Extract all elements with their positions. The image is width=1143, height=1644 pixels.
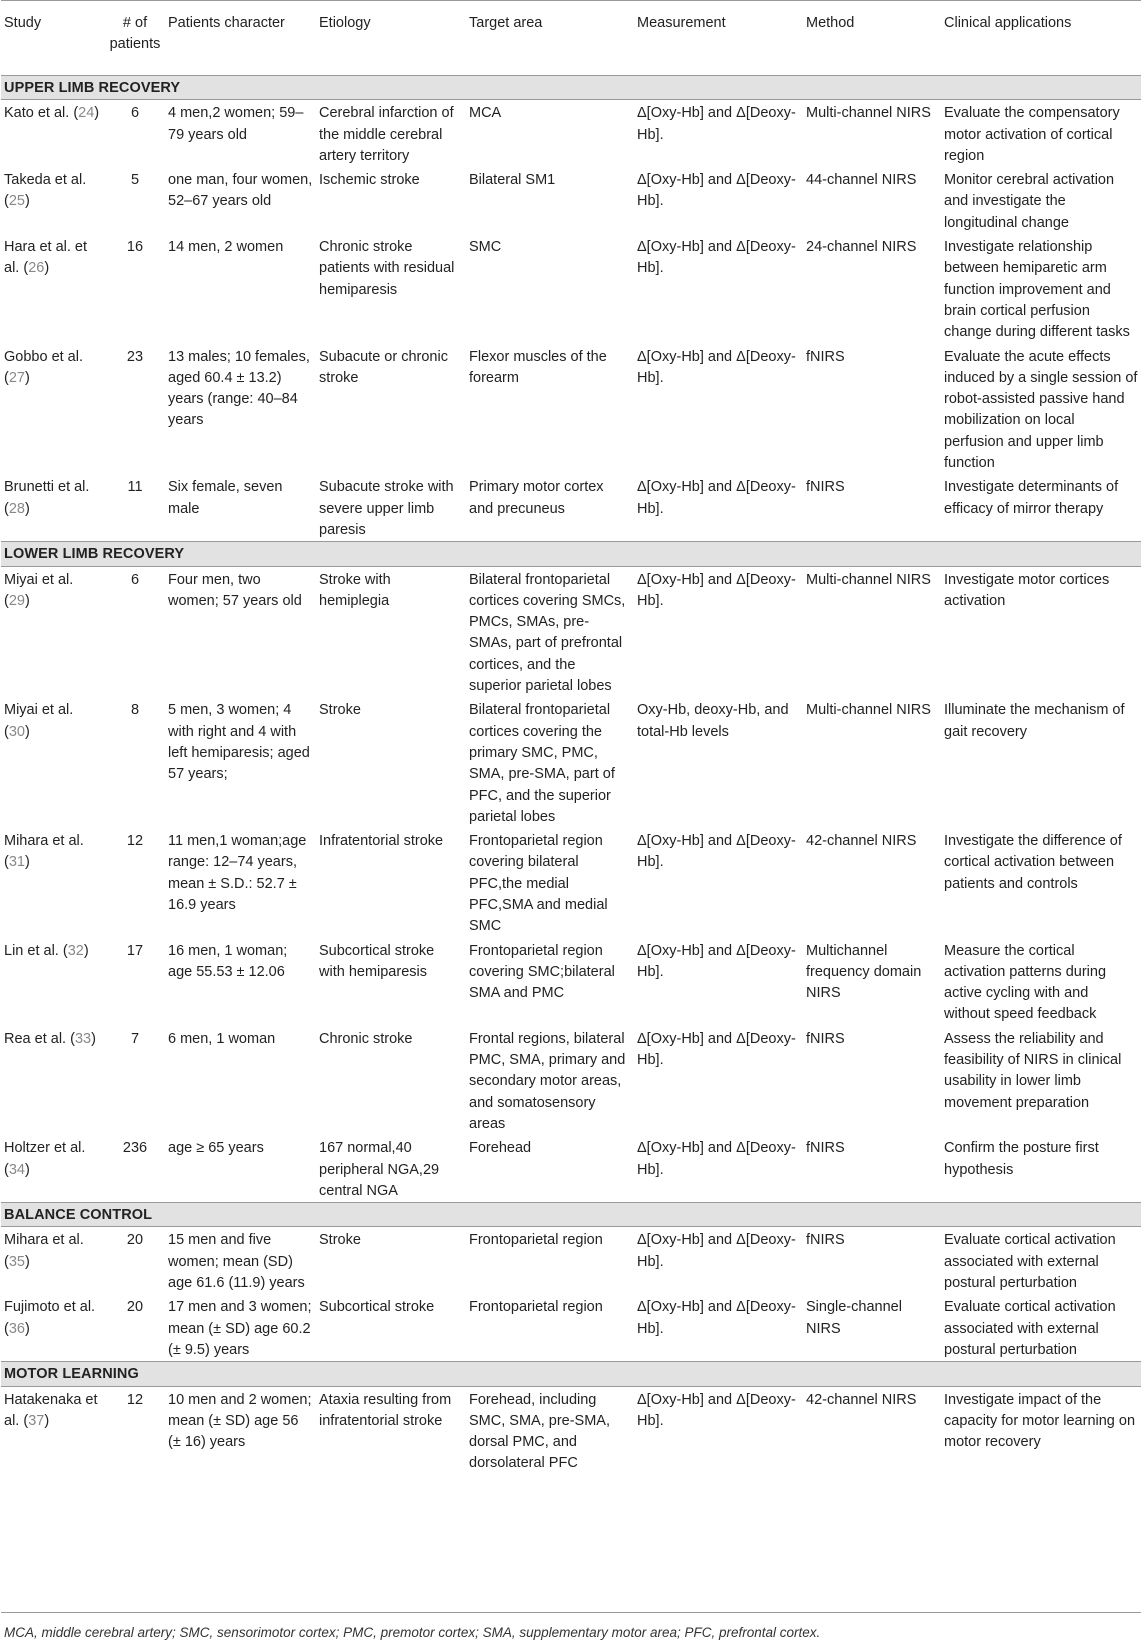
- etiology-cell: Subacute stroke with severe upper limb paresis: [319, 479, 454, 538]
- etiology-cell: Stroke with hemiplegia: [319, 571, 391, 609]
- table-row: [1, 1026, 1141, 1135]
- study-name: Gobbo et al.: [4, 348, 83, 365]
- measurement-cell: Δ[Oxy-Hb] and Δ[Deoxy-Hb].: [637, 172, 796, 210]
- etiology-cell: Subcortical stroke: [319, 1299, 435, 1316]
- target-area-cell: Forehead: [469, 1140, 532, 1157]
- measurement-cell: Oxy-Hb, deoxy-Hb, and total-Hb levels: [637, 702, 789, 740]
- patients-character-cell: 4 men,2 women; 59–79 years old: [168, 105, 304, 143]
- patients-character-cell: age ≥ 65 years: [168, 1140, 264, 1157]
- study-name: Lin et al.: [4, 942, 59, 959]
- table-row: [1, 1294, 1141, 1361]
- patient-count-cell: 236: [122, 1140, 148, 1157]
- study-name: Hara et al. et al.: [4, 239, 88, 277]
- method-cell: Single-channel NIRS: [806, 1299, 902, 1337]
- clinical-applications-cell: Investigate motor cortices activation: [944, 571, 1110, 609]
- patient-count-cell: 20: [126, 1232, 144, 1249]
- table-footnote: MCA, middle cerebral artery; SMC, sensorimotor cortex; PMC, premotor cortex; SMA, supplementary motor area; PFC, prefrontal cortex.: [4, 1625, 821, 1640]
- patient-count-cell: 16: [126, 239, 144, 256]
- table-row: [1, 1227, 1141, 1294]
- target-area-cell: Bilateral frontoparietal cortices covering SMCs, PMCs, SMAs, pre-SMAs, part of prefrontal cortices, and the superior parietal lobes: [469, 571, 626, 695]
- target-area-cell: Flexor muscles of the forearm: [469, 348, 607, 386]
- measurement-cell: Δ[Oxy-Hb] and Δ[Deoxy-Hb].: [637, 571, 796, 609]
- reference-link[interactable]: 30: [8, 723, 25, 740]
- etiology-cell: Stroke: [319, 1232, 361, 1249]
- patient-count-cell: 11: [127, 479, 143, 496]
- patients-character-cell: 10 men and 2 women; mean (± SD) age 56 (± 16) years: [168, 1391, 312, 1451]
- etiology-cell: Cerebral infarction of the middle cerebral artery territory: [319, 105, 454, 164]
- patient-count-cell: 12: [126, 1391, 144, 1408]
- section-title: LOWER LIMB RECOVERY: [1, 542, 1141, 566]
- study-name: Takeda et al.: [4, 172, 87, 189]
- clinical-applications-cell: Confirm the posture first hypothesis: [944, 1140, 1099, 1178]
- method-cell: 42-channel NIRS: [806, 833, 917, 850]
- reference-link[interactable]: 25: [8, 193, 25, 210]
- measurement-cell: Δ[Oxy-Hb] and Δ[Deoxy-Hb].: [637, 1030, 796, 1069]
- method-cell: fNIRS: [806, 1232, 845, 1249]
- etiology-cell: Ataxia resulting from infratentorial stroke: [319, 1391, 452, 1429]
- clinical-applications-cell: Evaluate the acute effects induced by a single session of robot-assisted passive hand mobilization on local perfusion and upper limb function: [944, 348, 1138, 472]
- study-name: Rea et al.: [4, 1030, 67, 1047]
- target-area-cell: Frontoparietal region: [469, 1299, 603, 1316]
- study-name: Kato et al.: [4, 105, 70, 122]
- table-row: [1, 167, 1141, 234]
- table-row: [1, 344, 1141, 475]
- measurement-cell: Δ[Oxy-Hb] and Δ[Deoxy-Hb].: [637, 105, 796, 143]
- patients-character-cell: 5 men, 3 women; 4 with right and 4 with left hemiparesis; aged 57 years;: [168, 702, 310, 783]
- table-row: [1, 474, 1141, 541]
- patients-character-cell: 15 men and five women; mean (SD) age 61.6 (11.9) years: [168, 1232, 305, 1292]
- method-cell: fNIRS: [806, 1030, 845, 1047]
- target-area-cell: MCA: [469, 105, 502, 122]
- patient-count-cell: 23: [126, 348, 144, 365]
- study-name: Holtzer et al.: [4, 1140, 86, 1157]
- patient-count-cell: 8: [130, 702, 140, 719]
- method-cell: 24-channel NIRS: [806, 239, 917, 256]
- reference-link[interactable]: 32: [67, 942, 84, 959]
- study-name: Brunetti et al.: [4, 479, 90, 496]
- patient-count-cell: 6: [130, 105, 140, 122]
- patient-count-cell: 5: [130, 172, 140, 189]
- header-method: Method: [803, 1, 941, 76]
- table-row: [1, 828, 1141, 937]
- reference-link[interactable]: 28: [8, 500, 25, 517]
- reference-link[interactable]: 24: [78, 105, 95, 122]
- method-cell: Multi-channel NIRS: [806, 105, 931, 122]
- study-cell: Holtzer et al. (34): [4, 1140, 86, 1178]
- table-row: [1, 1135, 1141, 1202]
- measurement-cell: Δ[Oxy-Hb] and Δ[Deoxy-Hb].: [637, 1391, 796, 1429]
- patients-character-cell: 11 men,1 woman;age range: 12–74 years, mean ± S.D.: 52.7 ± 16.9 years: [168, 833, 307, 913]
- reference-link[interactable]: 33: [74, 1030, 92, 1047]
- clinical-applications-cell: Investigate impact of the capacity for motor learning on motor recovery: [944, 1391, 1136, 1451]
- target-area-cell: Frontal regions, bilateral PMC, SMA, primary and secondary motor areas, and somatosensory areas: [469, 1030, 626, 1132]
- etiology-cell: Subcortical stroke with hemiparesis: [319, 942, 435, 980]
- etiology-cell: Ischemic stroke: [319, 172, 420, 189]
- method-cell: fNIRS: [806, 348, 845, 365]
- measurement-cell: Δ[Oxy-Hb] and Δ[Deoxy-Hb].: [637, 833, 796, 871]
- study-cell: Miyai et al. (30): [4, 702, 74, 740]
- section-title: BALANCE CONTROL: [1, 1203, 1141, 1227]
- measurement-cell: Δ[Oxy-Hb] and Δ[Deoxy-Hb].: [637, 239, 796, 277]
- header-etiology: Etiology: [316, 1, 466, 76]
- target-area-cell: Primary motor cortex and precuneus: [469, 479, 604, 517]
- patients-character-cell: 16 men, 1 woman; age 55.53 ± 12.06: [168, 942, 288, 980]
- clinical-applications-cell: Illuminate the mechanism of gait recovery: [944, 702, 1125, 740]
- etiology-cell: Chronic stroke patients with residual hemiparesis: [319, 239, 455, 298]
- method-cell: Multi-channel NIRS: [806, 702, 931, 719]
- table-row: [1, 938, 1141, 1026]
- clinical-applications-cell: Investigate relationship between hemiparetic arm function improvement and brain cortical perfusion change during different tasks: [944, 239, 1130, 341]
- patient-count-cell: 12: [126, 833, 144, 850]
- studies-table: [1, 0, 1141, 1475]
- clinical-applications-cell: Evaluate the compensatory motor activation of cortical region: [944, 105, 1120, 164]
- method-cell: 42-channel NIRS: [806, 1391, 917, 1408]
- clinical-applications-cell: Evaluate cortical activation associated with external postural perturbation: [944, 1232, 1116, 1292]
- target-area-cell: Bilateral SM1: [469, 172, 556, 189]
- target-area-cell: Bilateral frontoparietal cortices covering the primary SMC, PMC, SMA, pre-SMA, part of PFC, and the superior parietal lobes: [469, 702, 615, 825]
- clinical-applications-cell: Measure the cortical activation patterns during active cycling with and without speed feedback: [944, 942, 1107, 1023]
- header-target-area: Target area: [466, 1, 634, 76]
- study-cell: Mihara et al. (35): [4, 1232, 84, 1270]
- section-title: UPPER LIMB RECOVERY: [1, 76, 1141, 100]
- header-study: Study: [1, 1, 105, 76]
- etiology-cell: Infratentorial stroke: [319, 833, 444, 850]
- patients-character-cell: 6 men, 1 woman: [168, 1030, 276, 1047]
- study-cell: Miyai et al. (29): [4, 571, 74, 609]
- study-cell: Mihara et al. (31): [4, 833, 84, 871]
- reference-link[interactable]: 36: [8, 1320, 25, 1337]
- measurement-cell: Δ[Oxy-Hb] and Δ[Deoxy-Hb].: [637, 1299, 796, 1337]
- patient-count-cell: 7: [130, 1030, 140, 1047]
- method-cell: 44-channel NIRS: [806, 172, 917, 189]
- method-cell: Multichannel frequency domain NIRS: [806, 942, 922, 1002]
- measurement-cell: Δ[Oxy-Hb] and Δ[Deoxy-Hb].: [637, 942, 796, 980]
- reference-link[interactable]: 26: [28, 260, 45, 277]
- study-name: Hatakenaka et al.: [4, 1391, 98, 1429]
- reference-link[interactable]: 27: [8, 369, 25, 386]
- clinical-applications-cell: Evaluate cortical activation associated with external postural perturbation: [944, 1299, 1116, 1358]
- table-row: [1, 566, 1141, 697]
- target-area-cell: Frontoparietal region covering SMC;bilateral SMA and PMC: [469, 942, 615, 1002]
- table-row: [1, 234, 1141, 343]
- method-cell: fNIRS: [806, 1140, 845, 1157]
- patient-count-cell: 6: [130, 571, 140, 588]
- measurement-cell: Δ[Oxy-Hb] and Δ[Deoxy-Hb].: [637, 1232, 796, 1270]
- header-patients-character: Patients character: [165, 1, 316, 76]
- table-header-row: [1, 1, 1141, 76]
- target-area-cell: Frontoparietal region covering bilateral PFC,the medial PFC,SMA and medial SMC: [469, 833, 608, 935]
- table-row: [1, 697, 1141, 828]
- patients-character-cell: Four men, two women; 57 years old: [168, 571, 302, 609]
- study-cell: Takeda et al. (25): [4, 172, 87, 210]
- study-name: Fujimoto et al.: [4, 1299, 96, 1316]
- target-area-cell: Forehead, including SMC, SMA, pre-SMA, dorsal PMC, and dorsolateral PFC: [469, 1391, 610, 1472]
- header-clinical-applications: Clinical applications: [941, 1, 1141, 76]
- table-row: [1, 100, 1141, 167]
- reference-link[interactable]: 34: [8, 1161, 25, 1178]
- reference-link[interactable]: 35: [8, 1253, 25, 1270]
- study-name: Miyai et al.: [4, 702, 74, 719]
- measurement-cell: Δ[Oxy-Hb] and Δ[Deoxy-Hb].: [637, 479, 796, 517]
- target-area-cell: SMC: [469, 239, 502, 256]
- header-number-of-patients: # of patients: [105, 1, 165, 76]
- reference-link[interactable]: 29: [8, 592, 25, 609]
- section-row: [1, 1362, 1141, 1386]
- table-row: [1, 1386, 1141, 1475]
- section-title: MOTOR LEARNING: [1, 1362, 1141, 1386]
- table-body: [1, 76, 1141, 1475]
- patients-character-cell: 13 males; 10 females, aged 60.4 ± 13.2) years (range: 40–84 years: [168, 348, 310, 429]
- patient-count-cell: 20: [126, 1299, 144, 1316]
- clinical-applications-cell: Assess the reliability and feasibility of NIRS in clinical usability in lower limb movement preparation: [944, 1030, 1122, 1111]
- patients-character-cell: 17 men and 3 women; mean (± SD) age 60.2 (± 9.5) years: [168, 1299, 312, 1358]
- section-row: [1, 1203, 1141, 1227]
- clinical-applications-cell: Monitor cerebral activation and investigate the longitudinal change: [944, 172, 1115, 231]
- study-cell: Fujimoto et al. (36): [4, 1299, 96, 1337]
- patients-character-cell: 14 men, 2 women: [168, 239, 284, 256]
- measurement-cell: Δ[Oxy-Hb] and Δ[Deoxy-Hb].: [637, 1140, 796, 1178]
- etiology-cell: 167 normal,40 peripheral NGA,29 central NGA: [319, 1140, 440, 1199]
- study-name: Miyai et al.: [4, 571, 74, 588]
- method-cell: fNIRS: [806, 479, 845, 496]
- patient-count-cell: 17: [126, 942, 144, 959]
- patients-character-cell: Six female, seven male: [168, 479, 283, 517]
- reference-link[interactable]: 31: [8, 854, 25, 871]
- study-name: Mihara et al.: [4, 1232, 84, 1249]
- study-cell: Lin et al. (32): [4, 942, 89, 959]
- etiology-cell: Chronic stroke: [319, 1030, 413, 1047]
- measurement-cell: Δ[Oxy-Hb] and Δ[Deoxy-Hb].: [637, 348, 796, 386]
- footnote-divider: [1, 1612, 1141, 1613]
- etiology-cell: Subacute or chronic stroke: [319, 348, 448, 386]
- section-row: [1, 542, 1141, 566]
- etiology-cell: Stroke: [319, 702, 361, 719]
- method-cell: Multi-channel NIRS: [806, 571, 931, 588]
- study-cell: Hatakenaka et al. (37): [4, 1391, 98, 1429]
- clinical-applications-cell: Investigate the difference of cortical activation between patients and controls: [944, 833, 1122, 892]
- reference-link[interactable]: 37: [28, 1412, 45, 1429]
- study-cell: Gobbo et al. (27): [4, 348, 83, 386]
- patients-character-cell: one man, four women, 52–67 years old: [168, 172, 313, 210]
- study-cell: Kato et al. (24): [4, 105, 100, 122]
- study-cell: Brunetti et al. (28): [4, 479, 90, 517]
- section-row: [1, 76, 1141, 100]
- study-cell: Rea et al. (33): [4, 1030, 96, 1047]
- clinical-applications-cell: Investigate determinants of efficacy of mirror therapy: [944, 479, 1119, 517]
- target-area-cell: Frontoparietal region: [469, 1232, 603, 1249]
- study-cell: Hara et al. et al. (26): [4, 239, 88, 277]
- study-name: Mihara et al.: [4, 833, 84, 850]
- header-measurement: Measurement: [634, 1, 803, 76]
